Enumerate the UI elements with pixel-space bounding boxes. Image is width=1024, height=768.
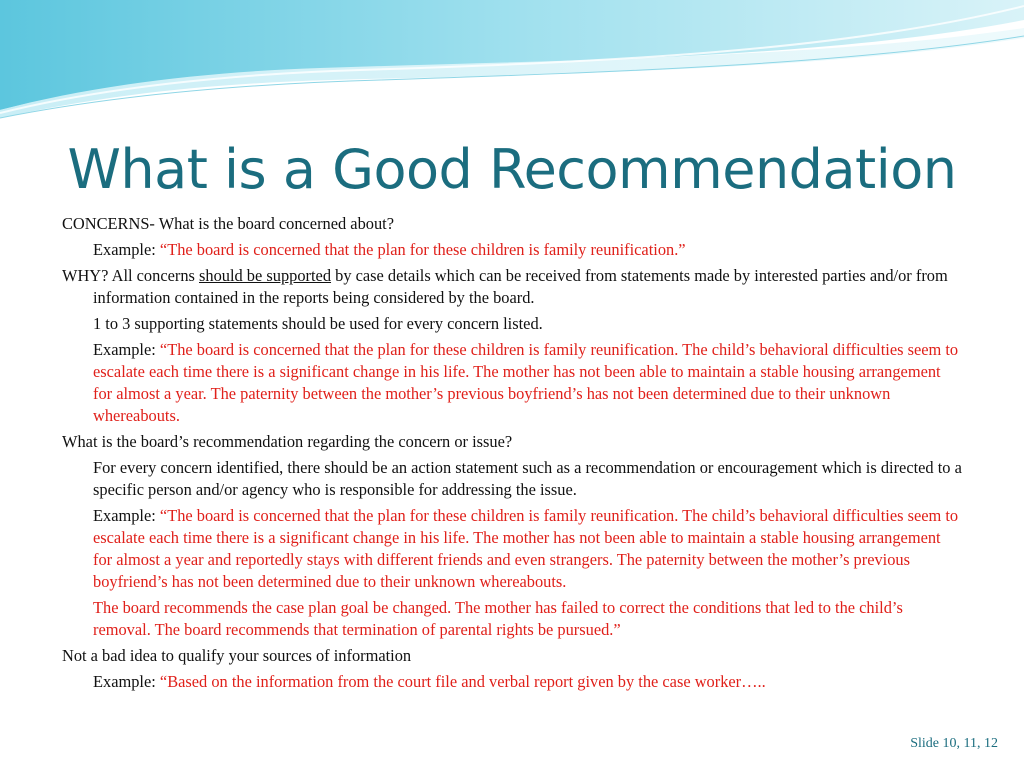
example-label: Example:: [93, 240, 160, 259]
why-text-start: WHY? All concerns: [62, 266, 199, 285]
slide-body: [62, 213, 962, 697]
slide-number-footer: Slide 10, 11, 12: [910, 736, 998, 751]
bullet-why: [62, 265, 962, 309]
example-quote: “Based on the information from the court file and verbal report given by the case worker…..: [159, 672, 766, 691]
sub-bullet-action-statement: For every concern identified, there should be an action statement such as a recommendation or encouragement which is directed to a specific person and/or agency who is responsible for addressing the issue.: [93, 458, 962, 499]
sub-bullet-example-3: [62, 505, 962, 593]
example-label: Example:: [93, 506, 160, 525]
why-text-end: by case details which can be received from statements made by interested parties and/or from information contained in the reports being considered by the board.: [93, 266, 948, 307]
example-quote: “The board is concerned that the plan for these children is family reunification. The child’s behavioral difficulties seem to escalate each time there is a significant change in his life. The mother has not been able to maintain a stable housing arrangement for almost a year and reportedly stays with different friends and even strangers. The paternity between the mother’s previous boyfriend’s has not been determined due to their unknown whereabouts.: [93, 506, 959, 591]
why-underlined-text: should be supported: [199, 266, 332, 285]
bullet-qualify-sources: Not a bad idea to qualify your sources of information: [62, 646, 412, 665]
slide-title: What is a Good Recommendation: [67, 138, 957, 201]
example-quote: “The board is concerned that the plan for these children is family reunification.”: [159, 240, 686, 259]
sub-bullet-example-4: [62, 671, 962, 693]
example-label: Example:: [93, 672, 160, 691]
sub-bullet-example-2: [62, 339, 962, 427]
bullet-recommendation-question: What is the board’s recommendation regarding the concern or issue?: [62, 432, 513, 451]
example-label: Example:: [93, 340, 160, 359]
sub-bullet-board-recommendation: The board recommends the case plan goal be changed. The mother has failed to correct the conditions that led to the child’s removal. The board recommends that termination of parental rights be pursued.”: [93, 598, 903, 639]
sub-bullet-supporting-statements: 1 to 3 supporting statements should be used for every concern listed.: [93, 314, 543, 333]
decorative-wave-banner: [0, 0, 1024, 120]
example-quote: “The board is concerned that the plan for these children is family reunification. The child’s behavioral difficulties seem to escalate each time there is a significant change in his life. The mother has not been able to maintain a stable housing arrangement for almost a year. The paternity between the mother’s previous boyfriend’s has not been determined due to their unknown whereabouts.: [93, 340, 959, 425]
sub-bullet-example-1: [62, 239, 962, 261]
bullet-concerns: CONCERNS- What is the board concerned about?: [62, 214, 394, 233]
